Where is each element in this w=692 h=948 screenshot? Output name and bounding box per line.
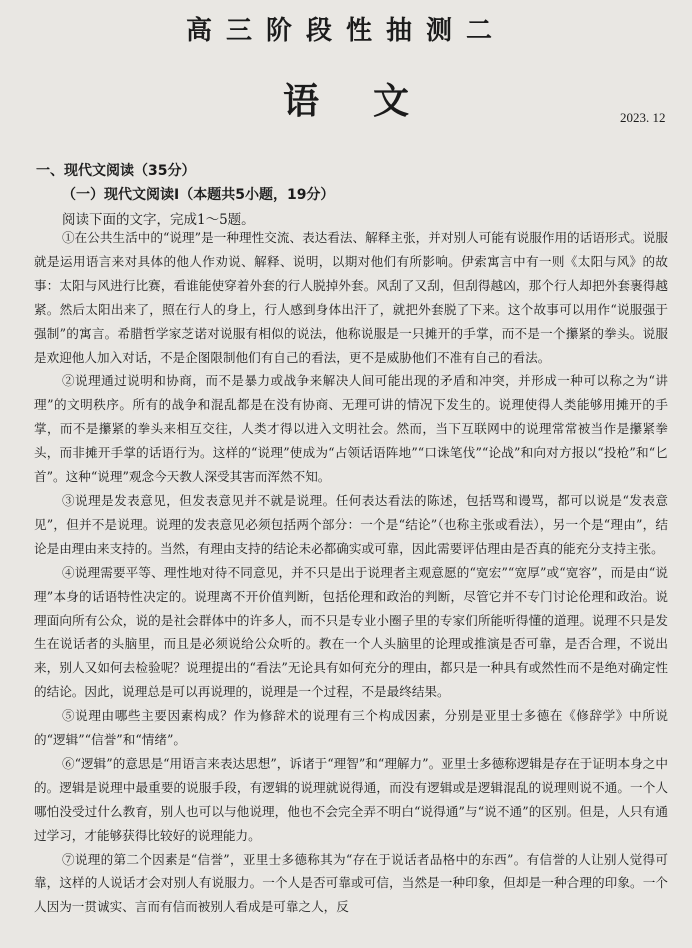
subsection-heading: （一）现代文阅读Ⅰ（本题共5小题，19分） bbox=[62, 187, 335, 203]
paragraph-2: ②说理通过说明和协商，而不是暴力或战争来解决人间可能出现的矛盾和冲突，并形成一种可以称之为“讲理”的文明秩序。所有的战争和混乱都是在没有协商、无理可讲的情况下发生的。说理使得人类能够用摊开的手掌，而不是攥紧的拳头来相互交往，人类才得以进入文明社会。然而，当下互联网中的说理常常被当作是攥紧拳头，而非摊开手掌的话语行为。这样的“说理”使成为“占领话语阵地”“口诛笔伐”“论战”和向对方报以“投枪”和“匕首”。这种“说理”观念今天教人深受其害而浑然不知。 bbox=[34, 373, 668, 485]
subject-title: 语文 bbox=[282, 81, 463, 122]
paragraph-1: ①在公共生活中的“说理”是一种理性交流、表达看法、解释主张，并对别人可能有说服作用的话语形式。说服就是运用语言来对具体的他人作劝说、解释、说明，以期对他们有所影响。伊索寓言中有一则《太阳与风》的故事：太阳与风进行比赛，看谁能使穿着外套的行人脱掉外套。风刮了又刮，但刮得越凶，那个行人却把外套裹得越紧。然后太阳出来了，照在行人的身上，行人感到身体出汗了，就把外套脱了下来。这个故事可以用作“说服强于强制”的寓言。希腊哲学家芝诺对说服有相似的说法，他称说服是一只摊开的手掌，而不是一个攥紧的拳头。说服是欢迎他人加入对话，不是企图限制他们有自己的看法，更不是威胁他们不准有自己的看法。 bbox=[34, 230, 668, 365]
paragraph-5: ⑤说理由哪些主要因素构成？作为修辞术的说理有三个构成因素，分别是亚里士多德在《修辞学》中所说的“逻辑”“信誉”和“情绪”。 bbox=[34, 708, 668, 748]
paragraph-3: ③说理是发表意见，但发表意见并不就是说理。任何表达看法的陈述，包括骂和谩骂，都可以说是“发表意见”，但并不是说理。说理的发表意见必须包括两个部分：一个是“结论”（也称主张或看法），另一个是“理由”，结论是由理由来支持的。当然，有理由支持的结论未必都确实或可靠，因此需要评估理由是否真的能充分支持主张。 bbox=[34, 492, 668, 556]
paragraph-4: ④说理需要平等、理性地对待不同意见，并不只是出于说理者主观意愿的“宽宏”“宽厚”或“宽容”，而是由“说理”本身的话语特性决定的。说理离不开价值判断，包括伦理和政治的判断，尽管它并不专门讨论伦理和政治。说理面向所有公众，说的是社会群体中的许多人，而不只是专业小圈子里的专家们所能听得懂的道理。说理不只是发生在说话者的头脑里，而且是必须说给公众听的。教在一个人头脑里的论理或推演是否可靠，是否合理，不说出来，别人又如何去检验呢？说理提出的“看法”无论具有如何充分的理由，都只是一种具有或然性而不是绝对确定性的结论。因此，说理总是可以再说理的，说理是一个过程，不是最终结果。 bbox=[34, 564, 668, 700]
exam-date: 2023. 12 bbox=[620, 110, 666, 125]
passage-body bbox=[34, 226, 668, 919]
exam-title: 高三阶段性抽测二 bbox=[185, 16, 506, 46]
reading-instruction: 阅读下面的文字，完成1～5题。 bbox=[62, 212, 255, 228]
paragraph-7: ⑦说理的第二个因素是“信誉”，亚里士多德称其为“存在于说话者品格中的东西”。有信誉的人让别人觉得可靠，这样的人说话才会对别人有说服力。一个人是否可靠或可信，当然是一种印象，但却是一种合理的印象。一个人因为一贯诚实、言而有信而被别人看成是可靠之人，反 bbox=[34, 851, 668, 915]
section-heading: 一、现代文阅读（35分） bbox=[36, 163, 196, 179]
paragraph-6: ⑥“逻辑”的意思是“用语言来表达思想”，诉诸于“理智”和“理解力”。亚里士多德称逻辑是存在于证明本身之中的。逻辑是说理中最重要的说服手段，有逻辑的说理就说得通，而没有逻辑或是逻辑混乱的说理则说不通。一个人哪怕没受过什么教育，别人也可以与他说理，他也不会完全弄不明白“说得通”与“说不通”的区别。但是，人只有通过学习，才能够获得比较好的说理能力。 bbox=[34, 755, 668, 843]
